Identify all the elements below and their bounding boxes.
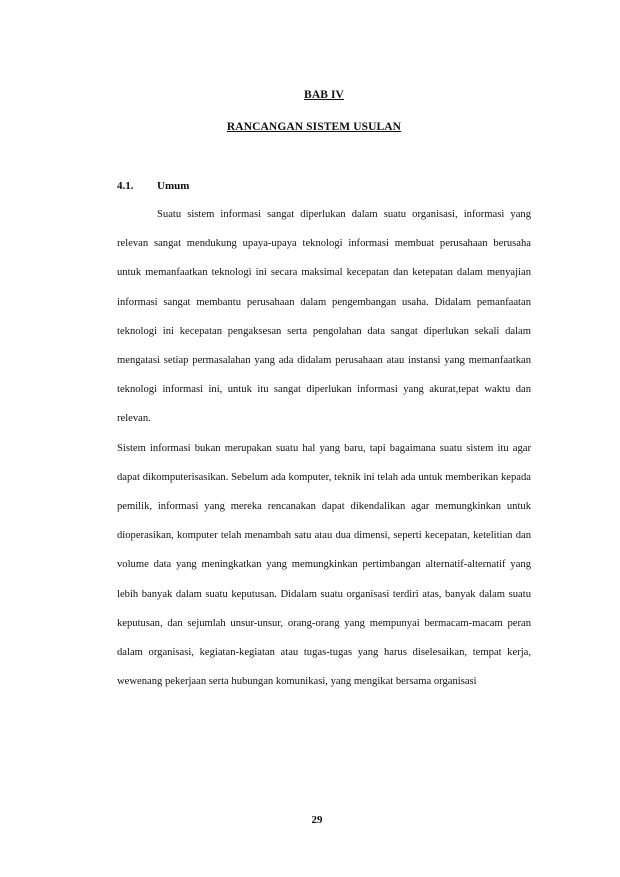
paragraph-2: Sistem informasi bukan merupakan suatu hal yang baru, tapi bagaimana suatu sistem itu agar dapat dikomputerisasikan. Sebelum ada komputer, teknik ini telah ada untuk memberikan kepada pemilik, informasi yang mereka rencanakan dapat dikendalikan agar memungkinkan untuk dioperasikan, komputer telah menambah satu atau dua dimensi, seperti kecepatan, ketelitian dan volume data yang meningkatkan yang memungkinkan pertimbangan alternatif-alternatif yang lebih banyak dalam suatu keputusan. Didalam suatu organisasi terdiri atas, banyak dalam suatu keputusan, dan sejumlah unsur-unsur, orang-orang yang mempunyai bermacam-macam peran dalam organisasi, kegiatan-kegiatan atau tugas-tugas yang harus diselesaikan, tempat kerja, wewenang pekerjaan serta hubungan komunikasi, yang mengikat bersama organisasi: [117, 442, 531, 688]
page-number: 29: [311, 814, 323, 826]
section-heading: [117, 180, 189, 192]
body-text: [117, 200, 531, 696]
chapter-number: BAB IV: [304, 89, 344, 101]
section-title: Umum: [157, 180, 190, 192]
section-number: 4.1.: [117, 180, 134, 192]
paragraph-1: Suatu sistem informasi sangat diperlukan dalam suatu organisasi, informasi yang relevan sangat mendukung upaya-upaya teknologi informasi membuat perusahaan berusaha untuk memanfaatkan teknologi ini secara maksimal kecepatan dan ketepatan dalam menyajian informasi sangat membantu perusahaan dalam pengembangan usaha. Didalam pemanfaatan teknologi ini kecepatan pengaksesan serta pengolahan data sangat diperlukan sekali dalam mengatasi setiap permasalahan yang ada didalam perusahaan atau instansi yang memanfaatkan teknologi informasi ini, untuk itu sangat diperlukan informasi yang akurat,tepat waktu dan relevan.: [117, 209, 531, 425]
chapter-title: RANCANGAN SISTEM USULAN: [226, 121, 402, 133]
